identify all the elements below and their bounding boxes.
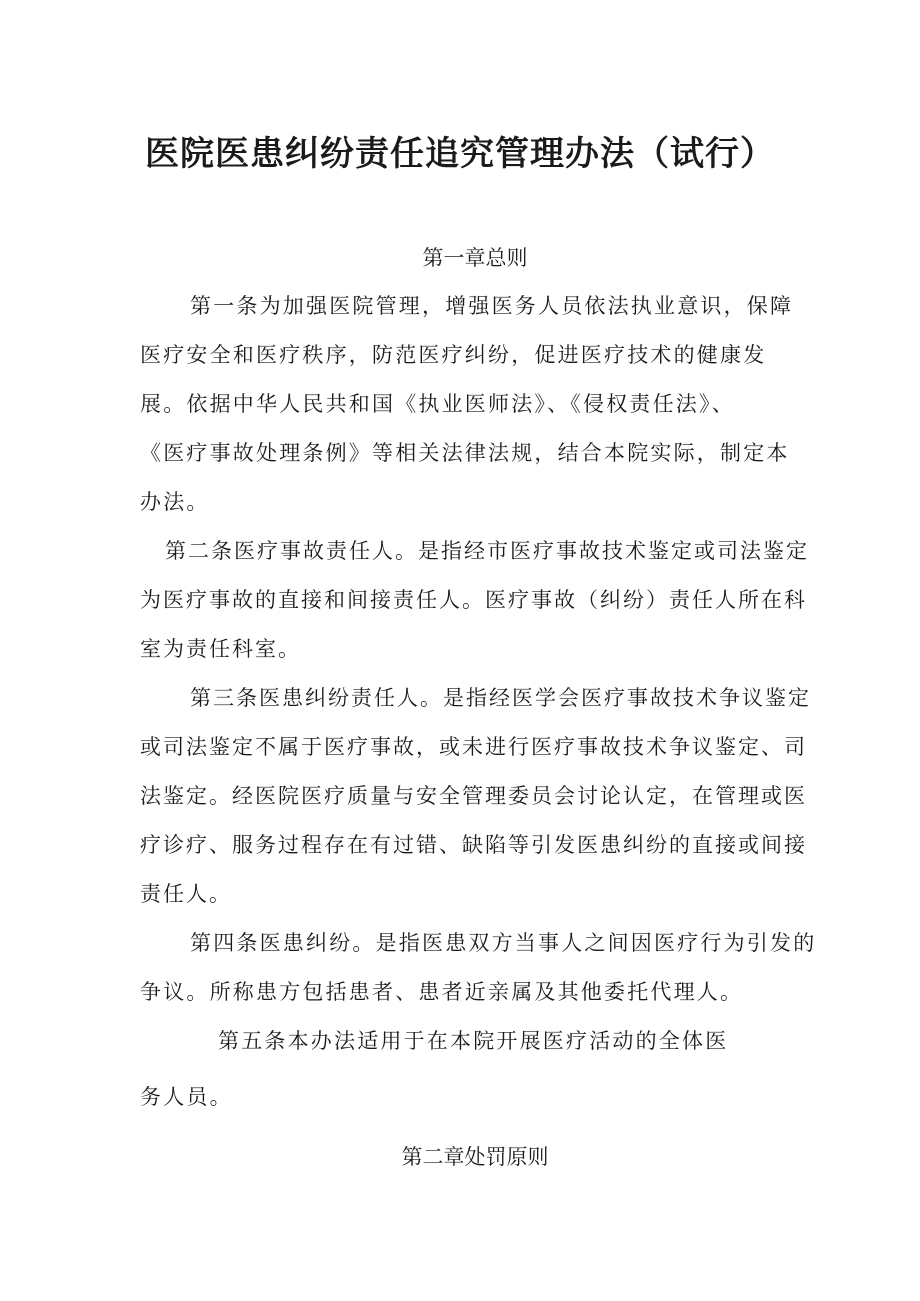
article-3-line-4: 疗诊疗、服务过程存在有过错、缺陷等引发医患纠纷的直接或间接 xyxy=(140,833,807,857)
article-2-line-2: 为医疗事故的直接和间接责任人。医疗事故（纠纷）责任人所在科 xyxy=(140,588,807,612)
document-title: 医院医患纠纷责任追究管理办法（试行） xyxy=(145,134,775,174)
chapter-heading-1: 第一章总则 xyxy=(422,246,528,270)
article-4-line-2: 争议。所称患方包括患者、患者近亲属及其他委托代理人。 xyxy=(140,980,744,1004)
article-3-line-1: 第三条医患纠纷责任人。是指经医学会医疗事故技术争议鉴定 xyxy=(190,686,811,710)
article-3-line-5: 责任人。 xyxy=(140,882,232,906)
article-1-line-2: 医疗安全和医疗秩序，防范医疗纠纷，促进医疗技术的健康发 xyxy=(140,343,767,367)
article-4-line-1: 第四条医患纠纷。是指医患双方当事人之间因医疗行为引发的 xyxy=(190,931,817,955)
article-2-line-3: 室为责任科室。 xyxy=(140,637,301,661)
article-1-line-5: 办法。 xyxy=(140,490,210,514)
article-1-line-1: 第一条为加强医院管理，增强医务人员依法执业意识，保障 xyxy=(190,294,794,318)
article-1-line-3: 展。依据中华人民共和国《执业医师法》、《侵权责任法》、 xyxy=(140,392,735,416)
article-3-line-3: 法鉴定。经医院医疗质量与安全管理委员会讨论认定，在管理或医 xyxy=(140,784,807,808)
article-5-line-2: 务人员。 xyxy=(140,1085,233,1109)
article-3-line-2: 或司法鉴定不属于医疗事故，或未进行医疗事故技术争议鉴定、司 xyxy=(140,735,807,759)
article-1-line-4: 《医疗事故处理条例》等相关法律法规，结合本院实际，制定本 xyxy=(140,441,790,465)
article-2-line-1: 第二条医疗事故责任人。是指经市医疗事故技术鉴定或司法鉴定 xyxy=(165,539,809,563)
article-5-line-1: 第五条本办法适用于在本院开展医疗活动的全体医 xyxy=(218,1029,729,1053)
chapter-heading-2: 第二章处罚原则 xyxy=(401,1145,549,1169)
